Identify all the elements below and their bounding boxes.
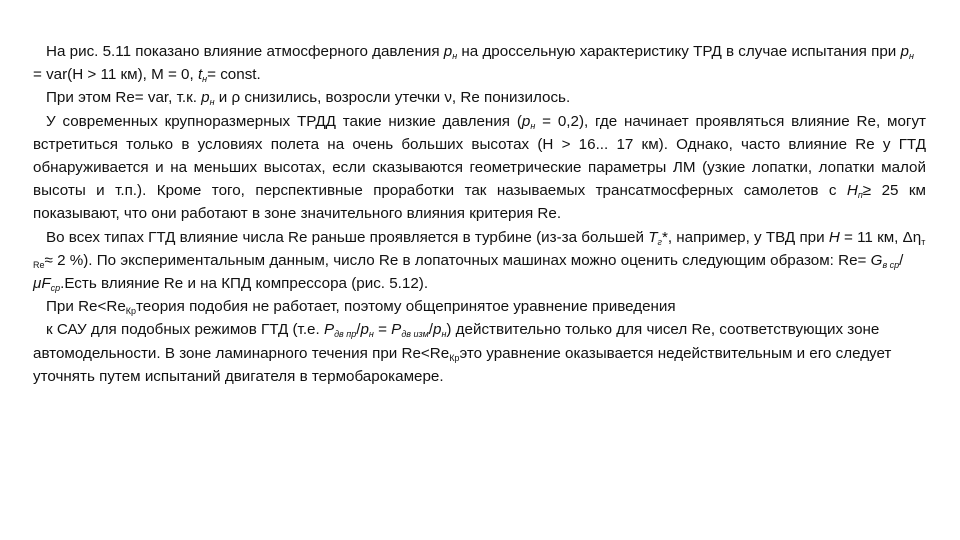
symbol: P xyxy=(391,321,402,339)
paragraph-1 xyxy=(33,40,926,86)
symbol: μF xyxy=(33,275,51,293)
text-span: При Re<Re xyxy=(46,298,126,316)
text-span: *, например, у ТВД при xyxy=(661,228,829,246)
symbol: P xyxy=(323,321,335,339)
subscript: н xyxy=(908,51,914,61)
text-span: и ρ снизились, возросли утечки ν, Re понизилось. xyxy=(214,89,571,107)
subscript: ср xyxy=(50,283,61,294)
paragraph-6 xyxy=(33,318,926,388)
text-span: При этом Re= var, т.к. xyxy=(46,89,202,107)
body-text xyxy=(33,40,926,388)
subscript: г xyxy=(657,236,662,247)
subscript: н xyxy=(368,329,374,340)
text-span: = 0,2), где начинает проявляться влияние Re, могут встретиться только в условиях полета на очень больших высотах (H > 16... 17 км). Однако, часто влияние Re у ГТД обнаруживается и на меньших высотах, если сказываются геометрические параметры ЛМ (узкие лопатки, лопатки малой высоты и т.п.). Кроме того, перспективные проработки так называемых трансатмосферных самолетов с xyxy=(33,112,926,200)
symbol: p xyxy=(900,43,909,60)
text-span: = const. xyxy=(207,66,261,84)
paragraph-4 xyxy=(33,226,926,296)
subscript: н xyxy=(209,97,215,108)
subscript: н xyxy=(202,74,208,85)
symbol: G xyxy=(870,251,883,269)
symbol: p xyxy=(360,321,369,339)
text-span: / xyxy=(356,321,361,339)
subscript: Кр xyxy=(125,306,137,317)
text-span: .Есть влияние Re и на КПД компрессора (рис. 5.12). xyxy=(60,275,429,293)
symbol: H xyxy=(828,228,840,246)
text-span: это уравнение оказывается недействительным и его следует уточнять путем испытаний двигателя в термобарокамере. xyxy=(33,344,892,385)
subscript: Кр xyxy=(449,352,460,363)
subscript: т Re xyxy=(33,236,926,270)
text-span: / xyxy=(899,251,904,269)
symbol: p xyxy=(432,321,442,339)
text-span: На рис. 5.11 показано влияние атмосферного давления xyxy=(46,43,444,60)
paragraph-3 xyxy=(33,110,926,226)
subscript: н xyxy=(452,51,458,61)
symbol: p xyxy=(201,89,210,107)
symbol: p xyxy=(443,43,453,60)
subscript: в ср xyxy=(882,259,900,270)
subscript: п xyxy=(857,190,863,201)
paragraph-2 xyxy=(33,86,926,109)
text-span: к САУ для подобных режимов ГТД (т.е. xyxy=(46,321,324,339)
text-span: = var(H > 11 км), M = 0, xyxy=(33,66,198,84)
symbol: H xyxy=(846,182,858,200)
text-span: / xyxy=(428,321,433,339)
subscript: н xyxy=(530,120,536,131)
paragraph-5 xyxy=(33,295,926,318)
text-span: = 11 км, Δη xyxy=(839,228,922,246)
symbol: T xyxy=(648,228,658,246)
symbol: t xyxy=(197,66,203,84)
text-span: ≥ 25 км показывают, что они работают в зоне значительного влияния критерия Re. xyxy=(33,182,926,223)
subscript: дв изм xyxy=(401,329,429,340)
symbol: p xyxy=(521,112,531,130)
text-span: на дроссельную характеристику ТРД в случае испытания при xyxy=(457,43,901,60)
text-span: ≈ 2 %). По экспериментальным данным, число Re в лопаточных машинах можно оценить следующим образом: Re= xyxy=(44,251,871,269)
subscript: дв пр xyxy=(334,329,357,340)
text-span: Во всех типах ГТД влияние числа Re раньше проявляется в турбине (из-за большей xyxy=(46,228,649,246)
text-span: ) действительно только для чисел Re, соответствующих зоне автомодельности. В зоне ламинарного течения при Re<Re xyxy=(33,321,880,362)
text-span: теория подобия не работает, поэтому общепринятое уравнение приведения xyxy=(136,298,676,316)
text-span: У современных крупноразмерных ТРДД такие низкие давления ( xyxy=(46,112,522,130)
subscript: н xyxy=(441,329,447,340)
text-span: = xyxy=(373,321,392,339)
